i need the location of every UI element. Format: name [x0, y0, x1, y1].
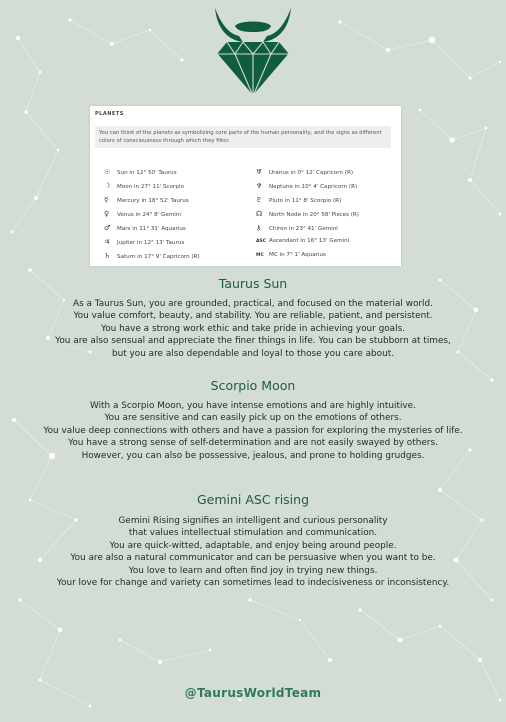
jupiter-glyph-icon: ♃	[104, 238, 111, 246]
neptune-glyph-icon: ♆	[256, 182, 263, 190]
planet-row: ☉ Sun in 12° 50' Taurus	[104, 168, 177, 176]
planet-row: ♄ Saturn in 17° 9' Capricorn (R)	[104, 252, 200, 260]
planet-row: ♇ Pluto in 11° 8' Scorpio (R)	[256, 196, 342, 204]
planet-row: MC MC in 7° 1' Aquarius	[256, 252, 326, 258]
planet-row: ☊ North Node in 20° 58' Pisces (R)	[256, 210, 359, 218]
mercury-glyph-icon: ☿	[104, 196, 109, 204]
saturn-glyph-icon: ♄	[104, 252, 111, 260]
sun-glyph-icon: ☉	[104, 168, 111, 176]
section-body-scorpio-moon: With a Scorpio Moon, you have intense emotions and are highly intuitive. You are sensitive and can easily pick up on the emotions of others. You value deep connections with others and have a passion for exploring the mysteries of life. You have a strong sense of self-determination and are not easily swayed by others. However, you can also be possessive, jealous, and prone to holding grudges.	[43, 401, 463, 461]
planet-row: ☽ Moon in 27° 11' Scorpio	[104, 182, 184, 190]
moon-glyph-icon: ☽	[104, 182, 111, 190]
section-title-scorpio-moon: Scorpio Moon	[210, 378, 296, 393]
chiron-glyph-icon: ⚷	[256, 224, 262, 232]
planets-heading: PLANETS	[95, 111, 124, 117]
planet-row: ♅ Uranus in 0° 12' Capricorn (R)	[256, 168, 354, 176]
north-node-glyph-icon: ☊	[256, 210, 263, 218]
section-title-taurus-sun: Taurus Sun	[218, 276, 288, 291]
planet-row: ♃ Jupiter in 12° 13' Taurus	[104, 238, 185, 246]
venus-glyph-icon: ♀	[104, 210, 110, 218]
planets-card	[90, 106, 401, 266]
planet-row: ☿ Mercury in 18° 52' Taurus	[104, 196, 189, 204]
planets-note: You can think of the planets as symbolizing core parts of the human personality, and the signs as different colors of consciousness through which they filter.	[95, 126, 391, 148]
planet-row: ASC Ascendant in 16° 13' Gemini	[256, 238, 350, 244]
midheaven-label: MC	[256, 253, 264, 258]
section-body-gemini-asc: Gemini Rising signifies an intelligent and curious personality that values intellectual stimulation and communication. You are quick-witted, adaptable, and enjoy being around people. You are also a natural communicator and can be persuasive when you want to be. You love to learn and often find joy in trying new things. Your love for change and variety can sometimes lead to indecisiveness or inconsistency.	[56, 516, 450, 589]
taurus-diamond-logo-icon	[205, 6, 301, 98]
pluto-glyph-icon: ♇	[256, 196, 263, 204]
section-body-taurus-sun: As a Taurus Sun, you are grounded, practical, and focused on the material world. You value comfort, beauty, and stability. You are reliable, patient, and persistent. You have a strong work ethic and take pride in achieving your goals. You are also sensual and appreciate the finer things in life. You can be stubborn at times, but you are also dependable and loyal to those you care about.	[55, 299, 451, 359]
planet-row: ⚷ Chiron in 23° 41' Gemini	[256, 224, 338, 232]
uranus-glyph-icon: ♅	[256, 168, 263, 176]
ascendant-label: ASC	[256, 239, 267, 244]
planet-row: ♀ Venus in 24° 8' Gemini	[104, 210, 181, 218]
section-title-gemini-asc: Gemini ASC rising	[196, 492, 310, 507]
planet-row: ♂ Mars in 11° 31' Aquarius	[104, 224, 186, 232]
mars-glyph-icon: ♂	[104, 224, 111, 232]
planet-row: ♆ Neptune in 10° 4' Capricorn (R)	[256, 182, 358, 190]
footer-handle: @TaurusWorldTeam	[184, 686, 322, 700]
